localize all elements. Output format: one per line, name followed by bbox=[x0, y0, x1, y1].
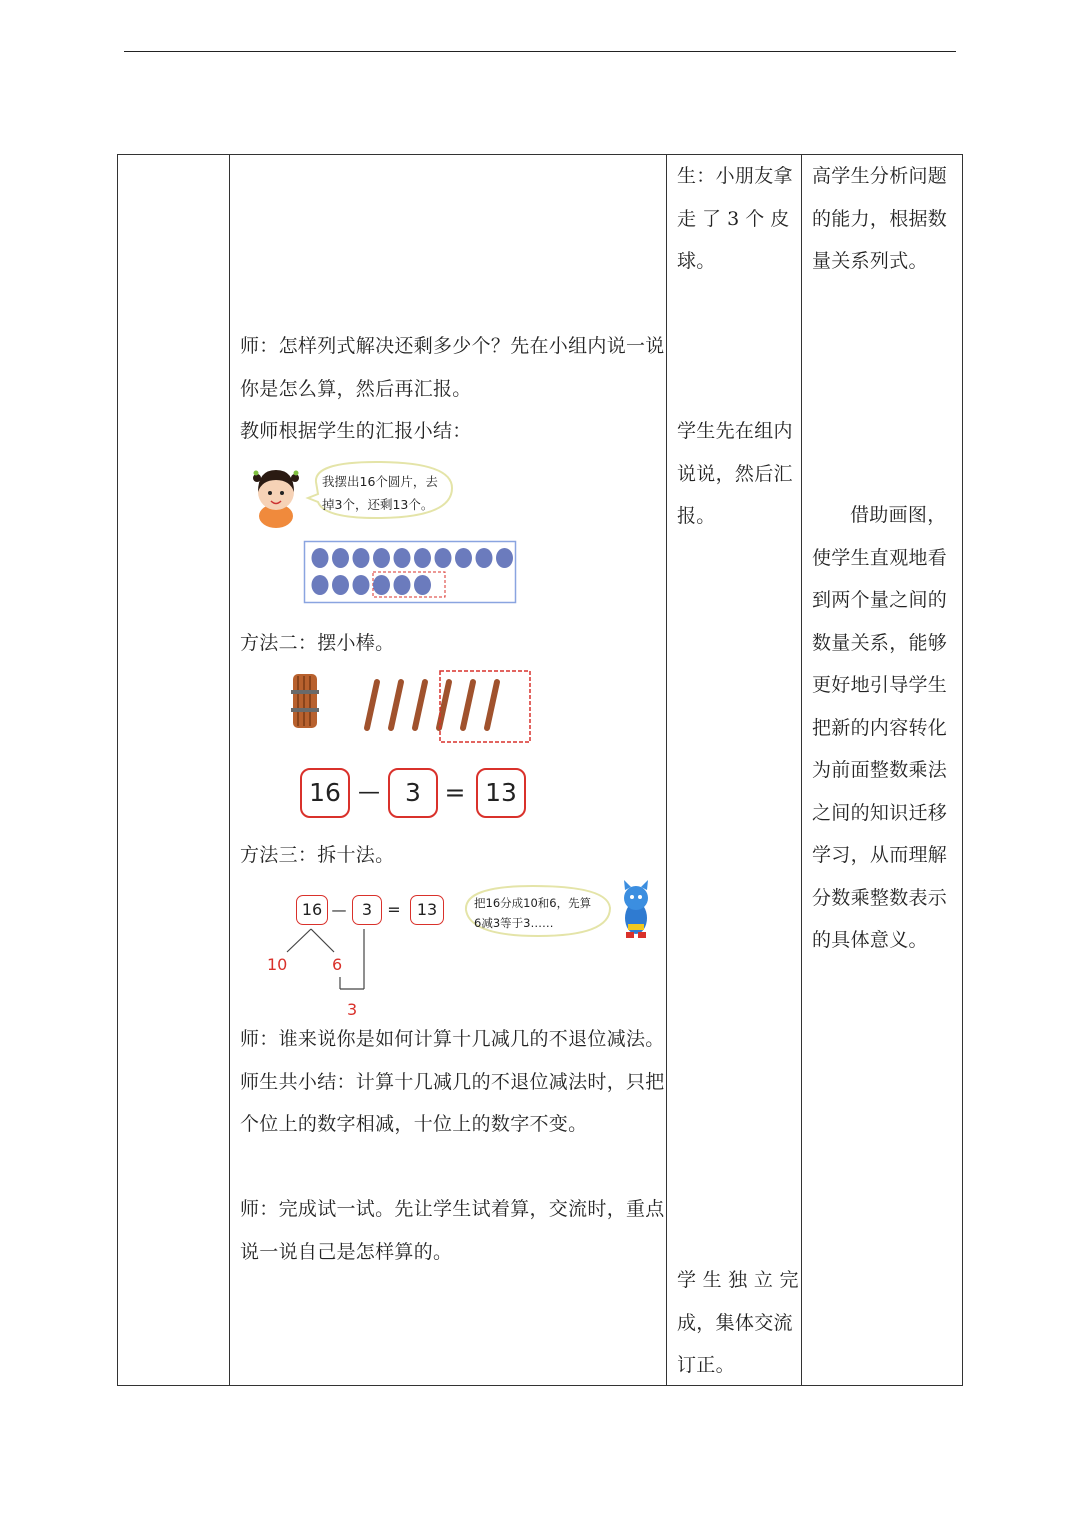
text-line: 到两个量之间的 bbox=[812, 589, 948, 611]
split-ten: 10 bbox=[267, 955, 288, 974]
text-line: 球。 bbox=[677, 250, 716, 272]
header-rule bbox=[124, 51, 956, 52]
text-line: 教师根据学生的汇报小结： bbox=[240, 420, 472, 442]
text-line: 报。 bbox=[677, 505, 716, 527]
stick-icon bbox=[367, 682, 377, 728]
bundle-of-sticks-icon bbox=[291, 674, 319, 728]
subtrahend-box: 3 bbox=[352, 895, 382, 925]
column-divider-3 bbox=[801, 154, 802, 1386]
text-line: 数量关系，能够 bbox=[812, 631, 948, 654]
counter-dot bbox=[476, 548, 493, 568]
text-line: 量关系列式。 bbox=[812, 250, 928, 272]
text-line: 走 了 3 个 皮 bbox=[677, 207, 790, 230]
counter-dot bbox=[394, 575, 411, 595]
student-activity-3 bbox=[677, 1259, 799, 1387]
girl-speech-bubble bbox=[322, 470, 438, 516]
teacher-try bbox=[240, 1188, 665, 1273]
counter-dots-diagram bbox=[304, 541, 516, 604]
bubble-line: 把16分成10和6，先算 bbox=[474, 896, 592, 910]
minus-sign: — bbox=[331, 901, 347, 919]
text-line: 生：小朋友拿 bbox=[677, 165, 793, 187]
text-line: 订正。 bbox=[677, 1354, 735, 1376]
text-line: 分数乘整数表示 bbox=[812, 886, 948, 909]
split-result: 3 bbox=[347, 1000, 358, 1019]
big-equation bbox=[300, 768, 530, 820]
subtrahend-box: 3 bbox=[388, 768, 438, 818]
column-divider-2 bbox=[666, 154, 667, 1386]
text-line: 师：怎样列式解决还剩多少个？先在小组内说一说 bbox=[240, 335, 665, 357]
text-line: 师：谁来说你是如何计算十几减几的不退位减法。 bbox=[240, 1028, 665, 1050]
text-line: 你是怎么算，然后再汇报。 bbox=[240, 377, 472, 400]
text-line: 之间的知识迁移 bbox=[812, 801, 948, 824]
design-intent-2 bbox=[812, 494, 957, 962]
text-line: 高学生分析问题 bbox=[812, 165, 948, 187]
method-two-label: 方法二：摆小棒。 bbox=[240, 632, 395, 654]
minus-sign: — bbox=[358, 780, 380, 805]
text-line: 的能力，根据数 bbox=[812, 207, 948, 230]
counter-dot bbox=[414, 575, 431, 595]
text-line: 为前面整数乘法 bbox=[812, 759, 948, 781]
stick-icon bbox=[487, 682, 497, 728]
counter-dot bbox=[332, 548, 349, 568]
text-line: 的具体意义。 bbox=[812, 929, 928, 951]
stick-icon bbox=[463, 682, 473, 728]
counter-dot bbox=[414, 548, 431, 568]
minuend-box: 16 bbox=[300, 768, 350, 818]
text-line: 学生先在组内 bbox=[677, 420, 793, 442]
text-line: 学 生 独 立 完 bbox=[677, 1269, 799, 1291]
teacher-question bbox=[240, 325, 665, 453]
text-line: 个位上的数字相减，十位上的数字不变。 bbox=[240, 1113, 588, 1135]
counter-dot bbox=[353, 575, 370, 595]
counter-dot bbox=[312, 575, 329, 595]
counter-dot bbox=[435, 548, 452, 568]
design-intent-1 bbox=[812, 155, 957, 283]
bubble-line: 我摆出16个圆片，去 bbox=[322, 474, 438, 489]
stick-icon bbox=[391, 682, 401, 728]
text-line: 成，集体交流 bbox=[677, 1311, 793, 1334]
cat-speech-bubble bbox=[474, 893, 591, 933]
method-three-label: 方法三：拆十法。 bbox=[240, 844, 395, 866]
minuend-box: 16 bbox=[296, 895, 328, 925]
difference-box: 13 bbox=[410, 895, 444, 925]
text-line: 说说，然后汇 bbox=[677, 462, 793, 485]
small-equation bbox=[296, 895, 446, 927]
text-line: 师生共小结：计算十几减几的不退位减法时，只把 bbox=[240, 1070, 665, 1093]
teacher-closing bbox=[240, 1018, 665, 1146]
student-activity-1 bbox=[677, 155, 795, 283]
counter-dot bbox=[455, 548, 472, 568]
text-line: 把新的内容转化 bbox=[812, 716, 948, 739]
removed-sticks-box bbox=[440, 671, 530, 742]
equals-sign: = bbox=[444, 778, 466, 807]
equals-sign: = bbox=[387, 900, 401, 919]
split-one: 6 bbox=[332, 955, 343, 974]
text-line: 使学生直观地看 bbox=[812, 546, 948, 569]
bubble-line: 6减3等于3…… bbox=[474, 916, 554, 930]
bubble-line: 掉3个，还剩13个。 bbox=[322, 497, 434, 512]
text-line: 更好地引导学生 bbox=[812, 674, 948, 696]
column-divider-1 bbox=[229, 154, 230, 1386]
counter-dot bbox=[394, 548, 411, 568]
text-line: 师：完成试一试。先让学生试着算，交流时，重点 bbox=[240, 1198, 665, 1220]
difference-box: 13 bbox=[476, 768, 526, 818]
counter-dot bbox=[312, 548, 329, 568]
counter-dot bbox=[332, 575, 349, 595]
text-line: 学习，从而理解 bbox=[812, 844, 948, 866]
text-line: 说一说自己是怎样算的。 bbox=[240, 1240, 453, 1263]
counter-dot bbox=[373, 575, 390, 595]
student-activity-2 bbox=[677, 410, 795, 538]
text-line: 借助画图， bbox=[850, 504, 947, 526]
sticks-diagram bbox=[285, 668, 535, 746]
counter-dot bbox=[373, 548, 390, 568]
counter-dot bbox=[353, 548, 370, 568]
counter-dot bbox=[496, 548, 513, 568]
stick-icon bbox=[415, 682, 425, 728]
